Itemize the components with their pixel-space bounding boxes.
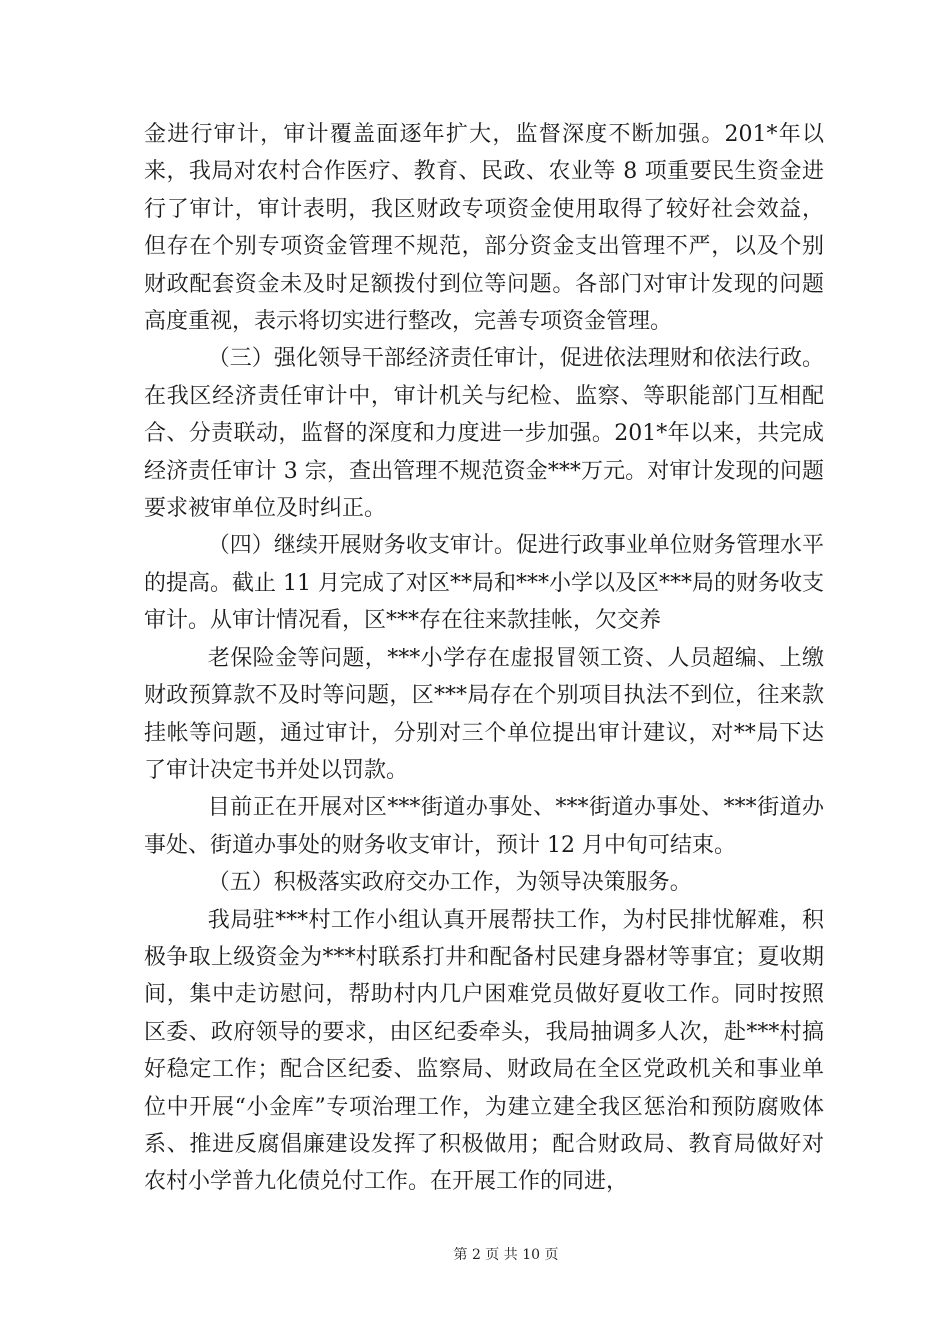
page-footer	[0, 1246, 950, 1264]
document-body	[144, 116, 824, 1201]
paragraph-special-funds-audit: 金进行审计，审计覆盖面逐年扩大，监督深度不断加强。201*年以来，我局对农村合作医疗、教育、民政、农业等 8 项重要民生资金进行了审计，审计表明，我区财政专项资金使用取得了较好社会效益，但存在个别专项资金管理不规范，部分资金支出管理不严，以及个别财政配套资金未及时足额拨付到位等问题。各部门对审计发现的问题高度重视，表示将切实进行整改，完善专项资金管理。	[144, 122, 824, 335]
paragraph-financial-audit: （四）继续开展财务收支审计。促进行政事业单位财务管理水平的提高。截止 11 月完成了对区**局和***小学以及区***局的财务收支审计。从审计情况看，区***存在往来款挂帐，欠交养	[144, 533, 824, 634]
paragraph-economic-responsibility-audit: （三）强化领导干部经济责任审计，促进依法理财和依法行政。在我区经济责任审计中，审计机关与纪检、监察、等职能部门互相配合、分责联动，监督的深度和力度进一步加强。201*年以来，共完成经济责任审计 3 宗，查出管理不规范资金***万元。对审计发现的问题要求被审单位及时纠正。	[144, 346, 824, 522]
paragraph-village-work: 我局驻***村工作小组认真开展帮扶工作，为村民排忧解难，积极争取上级资金为***村联系打井和配备村民建身器材等事宜；夏收期间，集中走访慰问，帮助村内几户困难党员做好夏收工作。同时按照区委、政府领导的要求，由区纪委牵头，我局抽调多人次，赴***村搞好稳定工作；配合区纪委、监察局、财政局在全区党政机关和事业单位中开展“小金库”专项治理工作，为建立建全我区惩治和预防腐败体系、推进反腐倡廉建设发挥了积极做用；配合财政局、教育局做好对农村小学普九化债兑付工作。在开展工作的同进，	[144, 907, 824, 1195]
paragraph-audit-findings: 老保险金等问题，***小学存在虚报冒领工资、人员超编、上缴财政预算款不及时等问题，区***局存在个别项目执法不到位，往来款挂帐等问题，通过审计，分别对三个单位提出审计建议，对**局下达了审计决定书并处以罚款。	[144, 645, 824, 783]
page-number: 第 2 页 共 10 页	[453, 1247, 559, 1263]
paragraph-government-tasks-heading: （五）积极落实政府交办工作，为领导决策服务。	[207, 870, 692, 896]
paragraph-ongoing-audit: 目前正在开展对区***街道办事处、***街道办事处、***街道办事处、街道办事处的财务收支审计，预计 12 月中旬可结束。	[144, 795, 824, 858]
